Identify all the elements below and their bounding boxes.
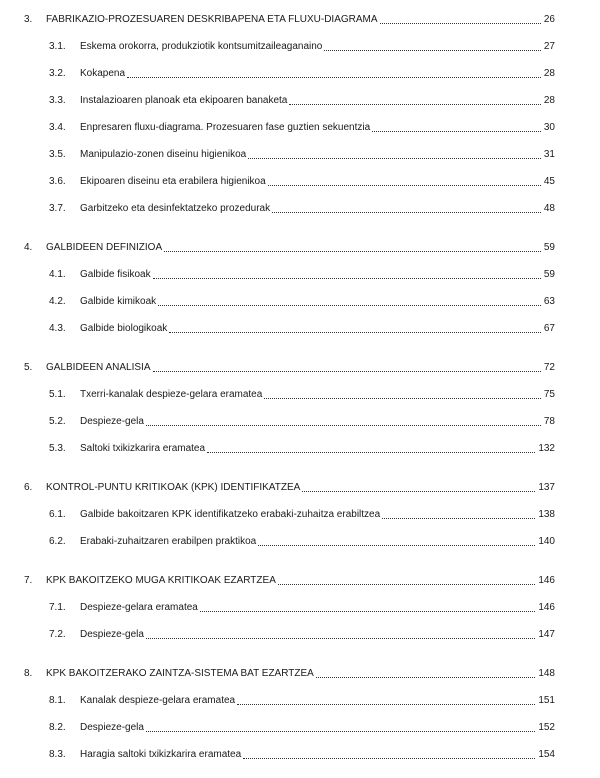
toc-chapter-5[interactable] [0, 361, 600, 375]
entry-number: 3.4. [49, 122, 66, 133]
dot-leader [207, 452, 535, 453]
entry-title: Txerri-kanalak despieze-gelara eramatea [80, 389, 263, 400]
entry-page: 146 [538, 602, 555, 613]
entry-number: 8.2. [49, 722, 66, 733]
entry-number: 3.6. [49, 176, 66, 187]
dot-leader [127, 77, 541, 78]
dot-leader [272, 212, 541, 213]
dot-leader [382, 518, 535, 519]
dot-leader [324, 50, 541, 51]
entry-title: KPK BAKOITZEKO MUGA KRITIKOAK EZARTZEA [46, 575, 276, 586]
entry-page: 28 [543, 95, 555, 106]
entry-title: Kanalak despieze-gelara eramatea [80, 695, 236, 706]
dot-leader [258, 545, 535, 546]
entry-page: 148 [538, 668, 555, 679]
entry-number: 3.1. [49, 41, 66, 52]
toc-section-8-2[interactable] [0, 721, 600, 735]
entry-title: KPK BAKOITZERAKO ZAINTZA-SISTEMA BAT EZARTZEA [46, 668, 314, 679]
entry-page: 59 [543, 269, 555, 280]
toc-chapter-6[interactable] [0, 481, 600, 495]
toc-section-3-2[interactable] [0, 67, 600, 81]
dot-leader [372, 131, 541, 132]
entry-page: 28 [543, 68, 555, 79]
toc-section-5-1[interactable] [0, 388, 600, 402]
entry-page: 137 [538, 482, 555, 493]
toc-section-5-3[interactable] [0, 442, 600, 456]
entry-title: Despieze-gela [80, 629, 144, 640]
toc-chapter-4[interactable] [0, 241, 600, 255]
entry-number: 3. [24, 14, 33, 25]
entry-number: 4.1. [49, 269, 66, 280]
entry-number: 5.2. [49, 416, 66, 427]
entry-page: 140 [538, 536, 555, 547]
entry-number: 3.2. [49, 68, 66, 79]
dot-leader [153, 278, 541, 279]
dot-leader [158, 305, 541, 306]
toc-chapter-3[interactable] [0, 13, 600, 27]
entry-number: 3.7. [49, 203, 66, 214]
dot-leader [278, 584, 535, 585]
entry-title: Galbide bakoitzaren KPK identifikatzeko erabaki-zuhaitza erabiltzea [80, 509, 381, 520]
toc-section-6-2[interactable] [0, 535, 600, 549]
toc-section-6-1[interactable] [0, 508, 600, 522]
entry-number: 5.3. [49, 443, 66, 454]
entry-title: Despieze-gelara eramatea [80, 602, 198, 613]
entry-page: 75 [543, 389, 555, 400]
entry-title: Saltoki txikizkarira eramatea [80, 443, 206, 454]
entry-title: Galbide fisikoak [80, 269, 151, 280]
entry-number: 7.2. [49, 629, 66, 640]
toc-section-7-1[interactable] [0, 601, 600, 615]
entry-page: 151 [538, 695, 555, 706]
entry-number: 7. [24, 575, 33, 586]
entry-number: 4.2. [49, 296, 66, 307]
entry-number: 6.2. [49, 536, 66, 547]
entry-title: Haragia saltoki txikizkarira eramatea [80, 749, 242, 760]
entry-page: 63 [543, 296, 555, 307]
entry-title: GALBIDEEN ANALISIA [46, 362, 151, 373]
entry-title: Erabaki-zuhaitzaren erabilpen praktikoa [80, 536, 257, 547]
entry-title: Galbide kimikoak [80, 296, 157, 307]
entry-page: 132 [538, 443, 555, 454]
entry-page: 45 [543, 176, 555, 187]
entry-page: 31 [543, 149, 555, 160]
entry-number: 4.3. [49, 323, 66, 334]
toc-section-3-3[interactable] [0, 94, 600, 108]
toc-section-3-4[interactable] [0, 121, 600, 135]
entry-number: 4. [24, 242, 33, 253]
entry-number: 6.1. [49, 509, 66, 520]
entry-number: 5.1. [49, 389, 66, 400]
toc-section-8-1[interactable] [0, 694, 600, 708]
dot-leader [200, 611, 535, 612]
entry-page: 146 [538, 575, 555, 586]
entry-title: GALBIDEEN DEFINIZIOA [46, 242, 163, 253]
entry-page: 67 [543, 323, 555, 334]
entry-number: 8. [24, 668, 33, 679]
dot-leader [243, 758, 535, 759]
dot-leader [146, 425, 541, 426]
entry-title: Ekipoaren diseinu eta erabilera higienikoa [80, 176, 266, 187]
entry-number: 8.1. [49, 695, 66, 706]
dot-leader [380, 23, 541, 24]
entry-page: 48 [543, 203, 555, 214]
entry-number: 3.3. [49, 95, 66, 106]
entry-title: Kokapena [80, 68, 126, 79]
dot-leader [153, 371, 541, 372]
entry-title: FABRIKAZIO-PROZESUAREN DESKRIBAPENA ETA FLUXU-DIAGRAMA [46, 14, 378, 25]
toc-section-3-1[interactable] [0, 40, 600, 54]
entry-title: Enpresaren fluxu-diagrama. Prozesuaren fase guztien sekuentzia [80, 122, 371, 133]
dot-leader [302, 491, 535, 492]
entry-page: 138 [538, 509, 555, 520]
dot-leader [146, 638, 535, 639]
entry-title: Despieze-gela [80, 722, 144, 733]
entry-page: 27 [543, 41, 555, 52]
entry-number: 6. [24, 482, 33, 493]
toc-chapter-7[interactable] [0, 574, 600, 588]
entry-title: Manipulazio-zonen diseinu higienikoa [80, 149, 247, 160]
dot-leader [169, 332, 541, 333]
toc-section-4-1[interactable] [0, 268, 600, 282]
toc-section-7-2[interactable] [0, 628, 600, 642]
entry-page: 26 [543, 14, 555, 25]
entry-page: 154 [538, 749, 555, 760]
entry-number: 5. [24, 362, 33, 373]
entry-number: 7.1. [49, 602, 66, 613]
entry-page: 30 [543, 122, 555, 133]
entry-title: Despieze-gela [80, 416, 144, 427]
toc-section-4-2[interactable] [0, 295, 600, 309]
entry-page: 72 [543, 362, 555, 373]
entry-number: 8.3. [49, 749, 66, 760]
toc-section-5-2[interactable] [0, 415, 600, 429]
entry-number: 3.5. [49, 149, 66, 160]
entry-title: Eskema orokorra, produkziotik kontsumitzaileaganaino [80, 41, 323, 52]
toc-section-4-3[interactable] [0, 322, 600, 336]
entry-title: Garbitzeko eta desinfektatzeko prozedurak [80, 203, 271, 214]
toc-section-8-3[interactable] [0, 748, 600, 762]
entry-title: KONTROL-PUNTU KRITIKOAK (KPK) IDENTIFIKATZEA [46, 482, 301, 493]
dot-leader [316, 677, 535, 678]
dot-leader [264, 398, 541, 399]
entry-page: 59 [543, 242, 555, 253]
entry-page: 147 [538, 629, 555, 640]
toc-section-3-5[interactable] [0, 148, 600, 162]
entry-page: 152 [538, 722, 555, 733]
entry-page: 78 [543, 416, 555, 427]
dot-leader [164, 251, 541, 252]
dot-leader [289, 104, 541, 105]
entry-title: Instalazioaren planoak eta ekipoaren banaketa [80, 95, 288, 106]
dot-leader [146, 731, 535, 732]
toc-section-3-6[interactable] [0, 175, 600, 189]
entry-title: Galbide biologikoak [80, 323, 168, 334]
dot-leader [248, 158, 541, 159]
toc-chapter-8[interactable] [0, 667, 600, 681]
toc-section-3-7[interactable] [0, 202, 600, 216]
dot-leader [237, 704, 535, 705]
dot-leader [268, 185, 541, 186]
